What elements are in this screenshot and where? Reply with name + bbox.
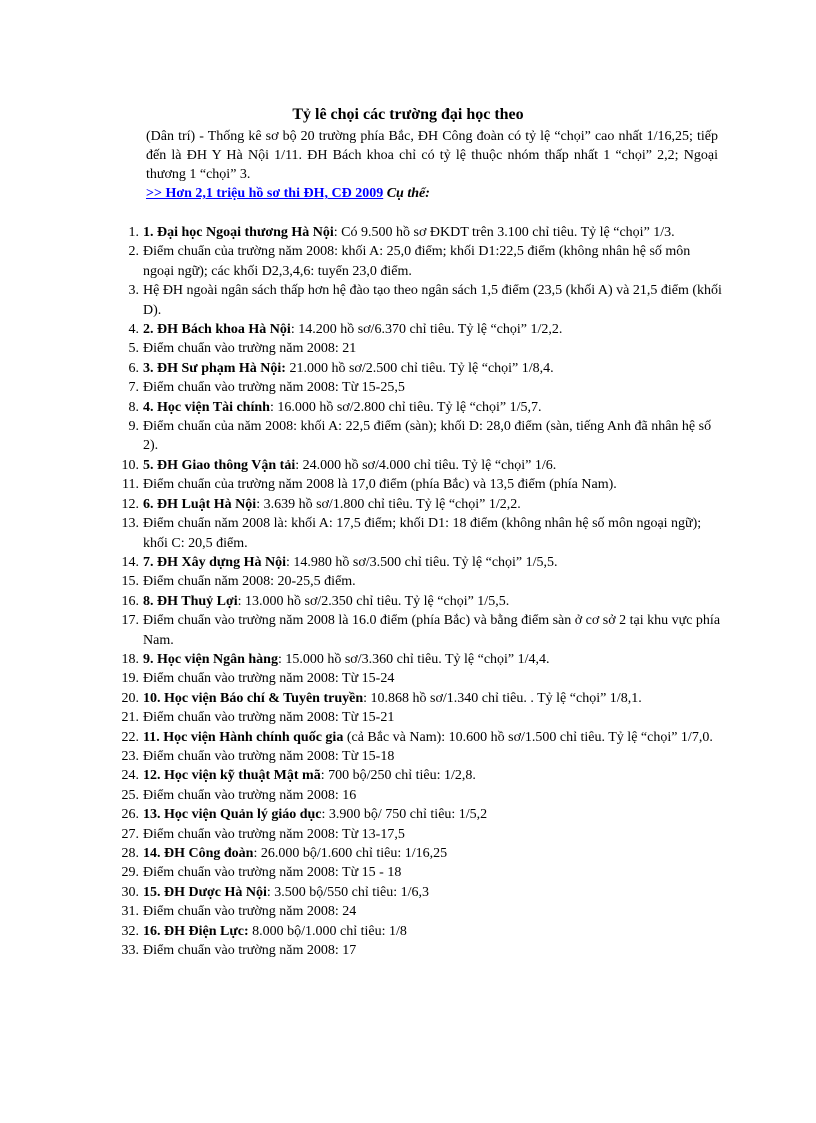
school-name: 9. Học viện Ngân hàng <box>143 651 278 667</box>
school-name: 15. ĐH Dược Hà Nội <box>143 884 267 900</box>
list-item-number: 7. <box>128 380 139 396</box>
list-item-number: 10. <box>121 457 139 473</box>
list-item-number: 17. <box>121 613 139 629</box>
list-item-text: Điểm chuẩn vào trường năm 2008: Từ 15-18 <box>143 748 395 764</box>
list-item-text: Điểm chuẩn vào trường năm 2008: Từ 15 - 18 <box>143 865 402 881</box>
list-item-number: 2. <box>128 244 139 260</box>
list-item-text: : 14.980 hồ sơ/3.500 chỉ tiêu. Tỷ lệ “chọi” 1/5,5. <box>285 554 558 570</box>
list-item-text: : 3.500 bộ/550 chỉ tiêu: 1/6,3 <box>266 884 430 900</box>
list-item-number: 22. <box>121 729 139 745</box>
list-item <box>121 708 723 727</box>
list-item <box>121 572 723 591</box>
related-article-link[interactable]: >> Hơn 2,1 triệu hồ sơ thi ĐH, CĐ 2009 <box>146 186 384 201</box>
list-item-text: Điểm chuẩn vào trường năm 2008: 21 <box>143 341 357 357</box>
list-item-text: : 15.000 hồ sơ/3.360 chỉ tiêu. Tỷ lệ “chọi” 1/4,4. <box>277 651 550 667</box>
list-item <box>121 922 723 941</box>
list-item-text: (cả Bắc và Nam): 10.600 hồ sơ/1.500 chỉ tiêu. Tỷ lệ “chọi” 1/7,0. <box>343 729 713 745</box>
list-item-text: Điểm chuẩn của trường năm 2008: khối A: 25,0 điểm; khối D1:22,5 điểm (không nhân hệ số môn ngoại ngữ); các khối D2,3,4,6: tuyển 23,0 điểm. <box>143 244 691 279</box>
school-name: 7. ĐH Xây dựng Hà Nội <box>143 554 286 570</box>
list-item-text: Điểm chuẩn năm 2008: 20-25,5 điểm. <box>143 574 356 590</box>
list-item-text: : 3.900 bộ/ 750 chỉ tiêu: 1/5,2 <box>321 807 488 823</box>
list-item-number: 1. <box>128 225 139 240</box>
list-item <box>121 747 723 766</box>
list-item-number: 26. <box>121 807 139 823</box>
list-item <box>121 766 723 785</box>
list-item-text: Hệ ĐH ngoài ngân sách thấp hơn hệ đào tạo theo ngân sách 1,5 điểm (23,5 (khối A) và 21,5 điểm (khối D). <box>143 283 722 318</box>
list-item <box>128 320 723 339</box>
list-item-text: 8.000 bộ/1.000 chỉ tiêu: 1/8 <box>248 923 407 939</box>
school-name: 14. ĐH Công đoàn <box>143 846 254 861</box>
school-name: 6. ĐH Luật Hà Nội <box>143 496 257 512</box>
school-name: 2. ĐH Bách khoa Hà Nội <box>143 322 291 338</box>
list-item-number: 13. <box>121 516 139 532</box>
list-item <box>121 669 723 688</box>
intro-paragraph: (Dân trí) - Thống kê sơ bộ 20 trường phía Bắc, ĐH Công đoàn có tỷ lệ “chọi” cao nhất 1/16,25; tiếp đến là ĐH Y Hà Nội 1/11. ĐH Bách khoa chỉ có tỷ lệ thuộc nhóm thấp nhất 1 “chọi” 2,2; Ngoại thương 1 “chọi” 3. <box>146 129 718 182</box>
list-item-number: 18. <box>121 651 139 667</box>
list-item-number: 28. <box>121 846 139 861</box>
list-item-number: 23. <box>121 748 139 764</box>
list-item-number: 4. <box>128 322 139 338</box>
school-name: 11. Học viện Hành chính quốc gia <box>143 729 344 745</box>
school-name: 3. ĐH Sư phạm Hà Nội: <box>143 360 286 376</box>
list-item <box>122 475 723 494</box>
list-item-text: : 24.000 hồ sơ/4.000 chỉ tiêu. Tỷ lệ “chọi” 1/6. <box>295 457 557 473</box>
school-name: 1. Đại học Ngoại thương Hà Nội <box>143 225 334 240</box>
list-item-number: 29. <box>121 865 139 881</box>
list-item <box>121 941 723 960</box>
cu-the-label: Cụ thể: <box>383 186 430 201</box>
list-item <box>121 456 723 475</box>
list-item-text: : 26.000 bộ/1.600 chỉ tiêu: 1/16,25 <box>253 846 448 861</box>
list-item-text: : Có 9.500 hồ sơ ĐKDT trên 3.100 chỉ tiêu. Tỷ lệ “chọi” 1/3. <box>333 225 675 240</box>
list-item <box>121 728 723 747</box>
list-item-number: 9. <box>128 419 139 435</box>
list-item-number: 25. <box>121 787 139 803</box>
list-item-text: Điểm chuẩn vào trường năm 2008: Từ 15-25,5 <box>143 380 405 396</box>
list-item-text: Điểm chuẩn năm 2008 là: khối A: 17,5 điểm; khối D1: 18 điểm (không nhân hệ số môn ngoại ngữ); khối C: 20,5 điểm. <box>143 516 702 551</box>
list-item-text: Điểm chuẩn vào trường năm 2008: Từ 13-17,5 <box>143 826 405 842</box>
list-item <box>121 495 723 514</box>
list-item-number: 21. <box>121 710 139 726</box>
page-title: Tỷ lê chọi các trường đại học theo <box>292 106 524 123</box>
list-item <box>121 844 723 863</box>
list-item <box>121 883 723 902</box>
list-item <box>128 378 723 397</box>
school-name: 8. ĐH Thuỷ Lợi <box>143 593 238 609</box>
list-item-number: 15. <box>121 574 139 590</box>
list-item <box>121 786 723 805</box>
list-item-text: : 14.200 hồ sơ/6.370 chỉ tiêu. Tỷ lệ “chọi” 1/2,2. <box>290 322 563 338</box>
school-name: 5. ĐH Giao thông Vận tải <box>143 457 296 473</box>
list-item <box>121 592 723 611</box>
list-item <box>121 611 723 650</box>
list-item <box>128 223 723 242</box>
list-item-number: 16. <box>121 593 139 609</box>
list-item <box>121 863 723 882</box>
list-item-text: 21.000 hồ sơ/2.500 chỉ tiêu. Tỷ lệ “chọi” 1/8,4. <box>285 360 554 376</box>
list-item <box>128 281 723 320</box>
list-item-number: 3. <box>128 283 139 299</box>
list-item-number: 20. <box>121 690 139 706</box>
list-item <box>121 805 723 824</box>
list-item-text: : 10.868 hồ sơ/1.340 chỉ tiêu. . Tỷ lệ “chọi” 1/8,1. <box>363 690 642 706</box>
school-name: 13. Học viện Quản lý giáo dục <box>143 807 322 823</box>
school-name: 16. ĐH Điện Lực: <box>143 923 249 939</box>
list-item <box>128 242 723 281</box>
list-item <box>121 514 723 553</box>
list-item-text: : 13.000 hồ sơ/2.350 chỉ tiêu. Tỷ lệ “chọi” 1/5,5. <box>237 593 510 609</box>
list-item-text: Điểm chuẩn vào trường năm 2008: 17 <box>143 943 357 959</box>
school-list <box>121 223 723 960</box>
school-name: 4. Học viện Tài chính <box>143 399 270 415</box>
list-item <box>121 553 723 572</box>
list-item <box>121 825 723 844</box>
list-item-number: 31. <box>121 904 139 920</box>
list-item <box>128 339 723 358</box>
list-item-number: 12. <box>121 496 139 512</box>
list-item <box>121 689 723 708</box>
school-name: 12. Học viện kỹ thuật Mật mã <box>143 768 321 784</box>
list-item <box>121 902 723 921</box>
list-item-number: 6. <box>128 360 139 376</box>
list-item-text: : 3.639 hồ sơ/1.800 chỉ tiêu. Tỷ lệ “chọi” 1/2,2. <box>256 496 521 512</box>
list-item <box>128 398 723 417</box>
list-item-text: Điểm chuẩn vào trường năm 2008: 24 <box>143 904 357 920</box>
list-item-number: 19. <box>121 671 139 687</box>
list-item-text: Điểm chuẩn vào trường năm 2008 là 16.0 điểm (phía Bắc) và bằng điểm sàn ở cơ sở 2 tại khu vực phía Nam. <box>143 613 721 648</box>
list-item-number: 11. <box>122 477 139 493</box>
school-name: 10. Học viện Báo chí & Tuyên truyền <box>143 690 364 706</box>
list-item-number: 8. <box>128 399 139 415</box>
intro-block <box>146 127 718 203</box>
list-item-number: 32. <box>121 923 139 939</box>
list-item-text: Điểm chuẩn của trường năm 2008 là 17,0 điểm (phía Bắc) và 13,5 điểm (phía Nam). <box>143 477 617 493</box>
list-item-text: : 16.000 hồ sơ/2.800 chỉ tiêu. Tỷ lệ “chọi” 1/5,7. <box>269 399 542 415</box>
list-item-number: 27. <box>121 826 139 842</box>
list-item-text: : 700 bộ/250 chỉ tiêu: 1/2,8. <box>320 768 476 784</box>
list-item-text: Điểm chuẩn của năm 2008: khối A: 22,5 điểm (sàn); khối D: 28,0 điểm (sàn, tiếng Anh đã nhân hệ số 2). <box>143 419 712 454</box>
related-link-line <box>146 184 718 203</box>
list-item-text: Điểm chuẩn vào trường năm 2008: 16 <box>143 787 357 803</box>
list-item-number: 33. <box>121 943 139 959</box>
list-item-number: 24. <box>121 768 139 784</box>
list-item-text: Điểm chuẩn vào trường năm 2008: Từ 15-21 <box>143 710 395 726</box>
list-item <box>121 650 723 669</box>
list-item-number: 14. <box>121 554 139 570</box>
list-item <box>128 359 723 378</box>
list-item-text: Điểm chuẩn vào trường năm 2008: Từ 15-24 <box>143 671 395 687</box>
list-item-number: 30. <box>121 884 139 900</box>
list-item-number: 5. <box>128 341 139 357</box>
list-item <box>128 417 723 456</box>
